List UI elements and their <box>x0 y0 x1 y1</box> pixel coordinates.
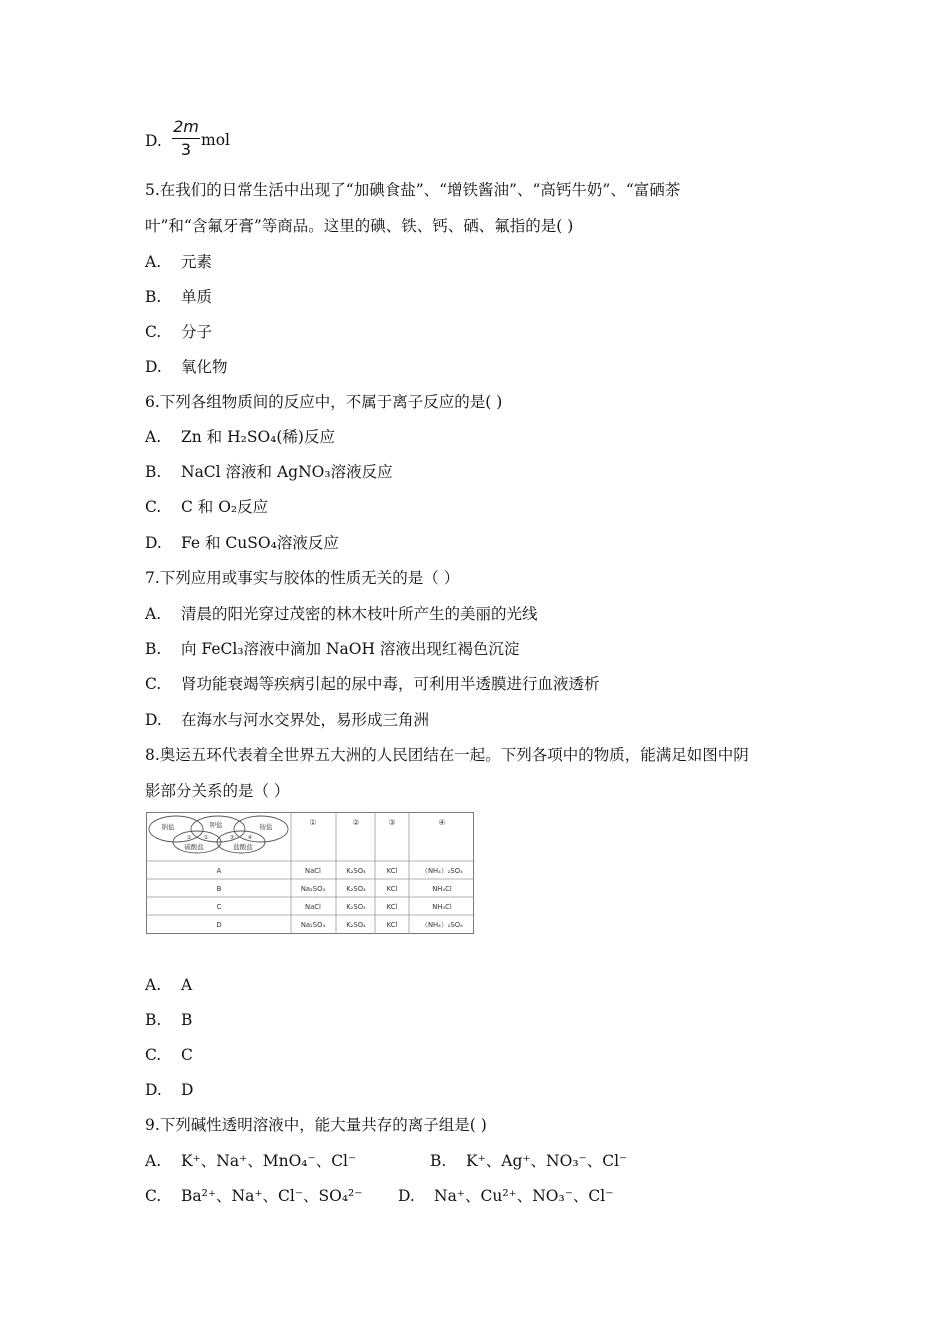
ring-label: 钠盐 <box>161 823 175 831</box>
table-cell: NH₄Cl <box>432 903 452 911</box>
option-label: D. <box>145 1081 162 1099</box>
table-cell: NH₄Cl <box>432 885 452 893</box>
q4-option-d-fraction <box>172 117 200 160</box>
q7-option-c[interactable] <box>145 674 600 694</box>
table-cell: KCl <box>386 903 398 911</box>
table-cell: KCl <box>386 885 398 893</box>
header-cell: ③ <box>388 818 396 827</box>
table-cell: （NH₄）₂SO₄ <box>421 867 463 875</box>
option-label: B. <box>145 463 162 481</box>
table-cell: K₂SO₄ <box>346 903 366 911</box>
table-cell: NaCl <box>305 867 321 875</box>
q7-option-d[interactable] <box>145 710 429 730</box>
option-text: A <box>181 976 193 994</box>
q5-stem-line2: 叶”和“含氟牙膏”等商品。这里的碘、铁、钙、硒、氟指的是( ) <box>145 217 574 235</box>
q8-option-b[interactable] <box>145 1010 192 1030</box>
option-text: 向 FeCl₃溶液中滴加 NaOH 溶液出现红褐色沉淀 <box>181 640 520 658</box>
q9-option-c[interactable] <box>145 1186 362 1206</box>
option-text: 元素 <box>181 253 213 271</box>
q6-option-c[interactable] <box>145 497 268 517</box>
option-label: C. <box>145 498 162 516</box>
option-label: A. <box>145 605 162 623</box>
q4-option-d-label: D. <box>145 132 162 150</box>
q9-option-d[interactable] <box>398 1186 613 1206</box>
option-text: B <box>181 1011 193 1029</box>
q8-option-a[interactable] <box>145 975 192 995</box>
q6-option-a[interactable] <box>145 427 335 447</box>
ring-label: 硫酸盐 <box>184 843 204 851</box>
option-label: B. <box>145 288 162 306</box>
option-text: 清晨的阳光穿过茂密的林木枝叶所产生的美丽的光线 <box>181 605 538 623</box>
option-label: A. <box>145 428 162 446</box>
region-mark: ② <box>203 835 209 841</box>
option-label: D. <box>145 534 162 552</box>
row-option: A <box>216 867 222 875</box>
ring-sodium-salt <box>149 816 203 842</box>
q8-option-d[interactable] <box>145 1080 193 1100</box>
q6-option-b[interactable] <box>145 462 393 482</box>
option-label: C. <box>145 675 162 693</box>
option-text: C 和 O₂反应 <box>181 498 269 516</box>
region-mark: ① <box>186 835 192 841</box>
option-text: C <box>181 1046 193 1064</box>
option-label: A. <box>145 1152 162 1170</box>
option-label: B. <box>145 1011 162 1029</box>
ring-label: 铵盐 <box>259 823 273 831</box>
q5-option-b[interactable] <box>145 287 212 307</box>
table-cell: Na₂SO₄ <box>300 921 326 929</box>
q5-stem-line1: 5.在我们的日常生活中出现了“加碘食盐”、“增铁酱油”、“高钙牛奶”、“富硒茶 <box>145 181 681 199</box>
ring-label: 钾盐 <box>209 821 223 829</box>
option-text: NaCl 溶液和 AgNO₃溶液反应 <box>181 463 393 481</box>
option-text: 肾功能衰竭等疾病引起的尿中毒，可利用半透膜进行血液透析 <box>181 675 600 693</box>
option-label: B. <box>145 640 162 658</box>
option-text: Zn 和 H₂SO₄(稀)反应 <box>181 428 335 446</box>
option-text: 氧化物 <box>181 358 228 376</box>
q8-stem-line2: 影部分关系的是（ ） <box>145 782 290 800</box>
fraction-bar <box>172 138 200 139</box>
table-cell: K₂SO₄ <box>346 921 366 929</box>
q9-stem: 9.下列碱性透明溶液中，能大量共存的离子组是( ) <box>145 1116 487 1134</box>
header-cell: ④ <box>438 818 446 827</box>
region-mark: ③ <box>229 835 235 841</box>
table-cell: KCl <box>386 921 398 929</box>
option-label: A. <box>145 976 162 994</box>
option-label: C. <box>145 1046 162 1064</box>
fraction-numerator: 2m <box>173 117 199 136</box>
q6-stem: 6.下列各组物质间的反应中，不属于离子反应的是( ) <box>145 393 503 411</box>
option-text: 在海水与河水交界处，易形成三角洲 <box>181 711 430 729</box>
option-label: C. <box>145 323 162 341</box>
fraction-denominator: 3 <box>180 140 192 159</box>
option-label: D. <box>145 358 162 376</box>
table-cell: KCl <box>386 867 398 875</box>
option-label: D. <box>145 711 162 729</box>
q9-option-a[interactable] <box>145 1151 356 1171</box>
header-cell: ① <box>309 818 317 827</box>
option-text: K⁺、Na⁺、MnO₄⁻、Cl⁻ <box>181 1152 357 1170</box>
q6-option-d[interactable] <box>145 533 339 553</box>
table-cell: Na₂SO₄ <box>300 885 326 893</box>
row-option: C <box>216 903 222 911</box>
region-mark: ④ <box>247 835 253 841</box>
row-option: B <box>216 885 222 893</box>
q8-figure <box>146 812 474 934</box>
option-text: Na⁺、Cu²⁺、NO₃⁻、Cl⁻ <box>434 1187 614 1205</box>
q5-option-d[interactable] <box>145 357 228 377</box>
table-cell: K₂SO₄ <box>346 885 366 893</box>
q7-option-b[interactable] <box>145 639 519 659</box>
option-label: B. <box>430 1152 447 1170</box>
q4-option-d-unit: mol <box>201 131 230 149</box>
row-option: D <box>216 921 222 929</box>
q7-option-a[interactable] <box>145 604 538 624</box>
option-text: 单质 <box>181 288 213 306</box>
q5-option-a[interactable] <box>145 252 212 272</box>
q8-option-c[interactable] <box>145 1045 193 1065</box>
option-text: K⁺、Ag⁺、NO₃⁻、Cl⁻ <box>466 1152 628 1170</box>
option-label: D. <box>398 1187 415 1205</box>
option-text: 分子 <box>181 323 213 341</box>
header-cell: ② <box>352 818 360 827</box>
q8-stem-line1: 8.奥运五环代表着全世界五大洲的人民团结在一起。下列各项中的物质，能满足如图中阴 <box>145 746 749 764</box>
option-text: Ba²⁺、Na⁺、Cl⁻、SO₄²⁻ <box>181 1187 363 1205</box>
olympic-rings-table <box>146 812 474 934</box>
table-cell: K₂SO₄ <box>346 867 366 875</box>
q9-option-b[interactable] <box>430 1151 627 1171</box>
q5-option-c[interactable] <box>145 322 212 342</box>
ring-label: 盐酸盐 <box>233 843 253 851</box>
option-text: Fe 和 CuSO₄溶液反应 <box>181 534 339 552</box>
q7-stem: 7.下列应用或事实与胶体的性质无关的是（ ） <box>145 569 460 587</box>
option-label: C. <box>145 1187 162 1205</box>
table-cell: （NH₄）₂SO₄ <box>421 921 463 929</box>
table-cell: NaCl <box>305 903 321 911</box>
option-text: D <box>181 1081 194 1099</box>
option-label: A. <box>145 253 162 271</box>
